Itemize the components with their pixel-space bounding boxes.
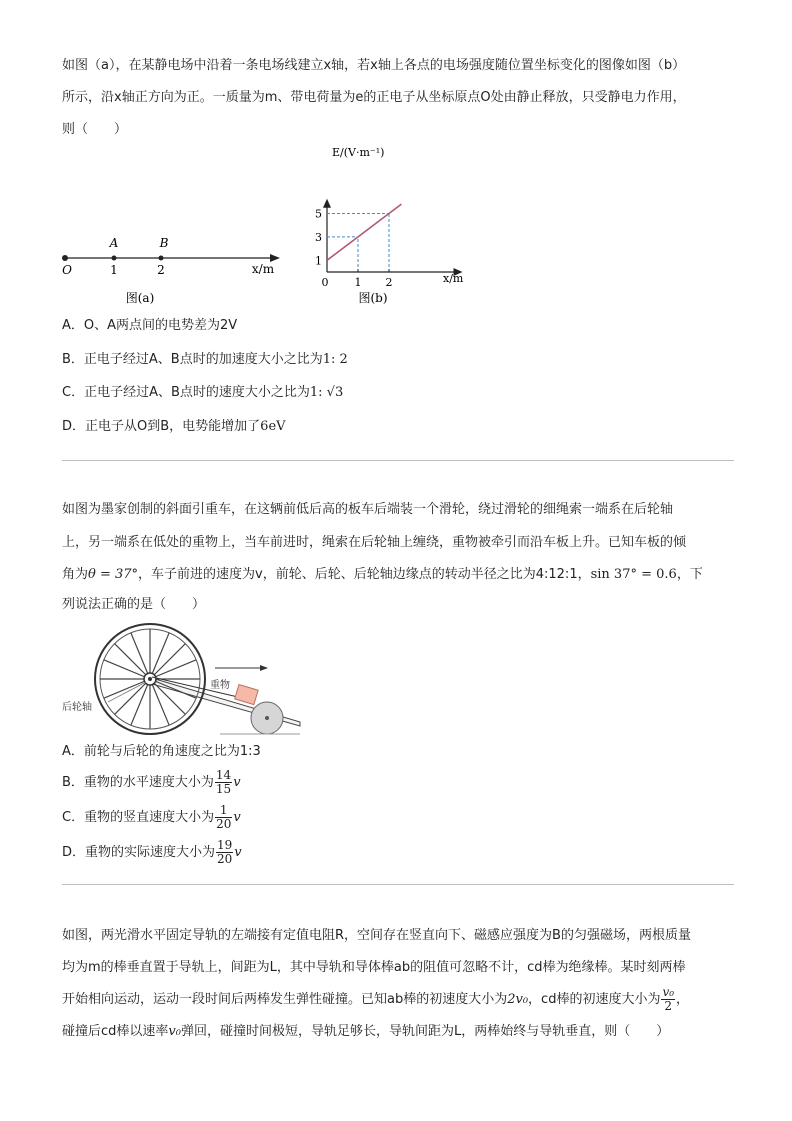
fig-a-origin-label: O: [62, 263, 72, 277]
divider-2: [62, 884, 734, 885]
q2-sin: sin 37° = 0.6: [590, 567, 677, 582]
divider-1: [62, 460, 734, 461]
fig-b-x-tick-2: 2: [385, 276, 393, 289]
q3-line-3-a: 开始相向运动，运动一段时间后两棒发生弹性碰撞。已知ab棒的初速度大小为: [62, 992, 508, 1007]
q3-line-4: [62, 1022, 734, 1042]
q3-v-cd-num: v₀: [662, 985, 675, 999]
label-axle: 后轮轴: [62, 702, 92, 713]
q2-option-d-num: 19: [217, 838, 233, 852]
q1-option-a[interactable]: A．O、A两点间的电势差为2V: [62, 318, 238, 333]
fig-a-tick-2: 2: [157, 263, 165, 277]
q1-line-2: 所示，沿x轴正方向为正。一质量为m、带电荷量为e的正电子从坐标原点O处由静止释放，只受静电力作用，: [62, 90, 686, 105]
q2-option-d-text: D．重物的实际速度大小为: [62, 845, 216, 860]
fig-b-series-line: [327, 204, 401, 260]
q1-option-d[interactable]: [62, 417, 286, 437]
q2-option-b-num: 14: [215, 768, 232, 782]
q2-option-c-den: 20: [216, 817, 232, 831]
q2-line-4: 列说法正确的是（ ）: [62, 597, 206, 612]
fig-b-y-arrow: [323, 199, 331, 208]
fig-b-caption: 图(b): [358, 291, 388, 305]
q2-theta: θ = 37°: [88, 567, 139, 582]
q1-option-c[interactable]: [62, 383, 343, 403]
q2-line-3: [62, 565, 734, 585]
fig-a-arrow: [270, 254, 280, 262]
q3-v-ab: 2v₀: [507, 992, 529, 1007]
q3-line-2: 均为m的棒垂直置于导轨上，间距为L，其中导轨和导体棒ab的阻值可忽略不计，cd棒为绝缘棒。某时刻两棒: [62, 960, 686, 975]
fig-a-caption: 图(a): [125, 291, 155, 305]
q2-option-d-den: 20: [217, 852, 233, 866]
fig-a-point-a-label: A: [109, 236, 119, 250]
q1-line-1: 如图（a），在某静电场中沿着一条电场线建立x轴，若x轴上各点的电场强度随位置坐标变化的图像如图（b）: [62, 58, 686, 73]
q1-option-c-text: C．正电子经过A、B点时的速度大小之比为: [62, 385, 310, 400]
back-wheel: [95, 624, 205, 734]
q3-line-4-a: 碰撞后cd棒以速率: [62, 1024, 169, 1039]
q3-line-3-c: ，: [676, 992, 690, 1007]
q2-option-a[interactable]: A．前轮与后轮的角速度之比为1:3: [62, 744, 261, 759]
label-weight: 重物: [210, 680, 230, 691]
q2-option-c-var: v: [233, 810, 241, 825]
q2-option-c-num: 1: [215, 804, 232, 818]
q2-option-b-var: v: [233, 775, 241, 790]
fig-b-x-axis-label: x/m: [443, 272, 464, 285]
figure-cart: [60, 622, 310, 740]
q2-option-d-var: v: [234, 845, 242, 860]
fig-a-origin-dot: [62, 255, 68, 261]
fig-a-axis-label: x/m: [251, 262, 275, 276]
fig-b-x-tick-0: 0: [321, 276, 329, 289]
fig-a-point-a-dot: [112, 256, 117, 261]
fig-b-y-tick-5: 5: [315, 207, 322, 221]
q3-v0: v₀: [168, 1024, 181, 1039]
q1-option-d-math: 6eV: [260, 419, 286, 434]
q2-option-c-text: C．重物的竖直速度大小为: [62, 810, 215, 825]
q1-option-d-text: D．正电子从O到B，电势能增加了: [62, 419, 261, 434]
q2-line-3-b: ，车子前进的速度为v，前轮、后轮、后轮轴边缘点的转动半径之比为4:12:1，: [138, 567, 591, 582]
q3-line-3-b: ，cd棒的初速度大小为: [528, 992, 661, 1007]
fig-b-y-tick-3: 3: [315, 230, 322, 244]
q1-option-c-math: 1: √3: [309, 385, 344, 400]
q3-line-4-b: 弹回，碰撞时间极短，导轨足够长，导轨间距为L，两棒始终与导轨垂直，则（ ）: [180, 1024, 670, 1039]
q1-option-b-math: 1: 2: [322, 352, 348, 367]
q1-option-b[interactable]: [62, 350, 348, 370]
fig-a-tick-1: 1: [110, 263, 118, 277]
q3-v-cd-den: 2: [664, 999, 673, 1013]
q2-option-b[interactable]: [62, 768, 241, 798]
q3-line-1: 如图，两光滑水平固定导轨的左端接有定值电阻R，空间存在竖直向下、磁感应强度为B的匀强磁场，两根质量: [62, 928, 691, 943]
q2-option-b-den: 15: [215, 782, 232, 796]
fig-a-point-b-label: B: [159, 236, 169, 250]
wheel-spoke: [115, 679, 150, 714]
q2-option-c[interactable]: [62, 803, 241, 833]
figure-a: [58, 230, 288, 310]
q1-option-b-text: B．正电子经过A、B点时的加速度大小之比为: [62, 352, 323, 367]
q2-line-3-c: ，下: [676, 567, 703, 582]
q2-option-d[interactable]: [62, 838, 242, 868]
q1-line-3: 则（ ）: [62, 122, 128, 137]
q2-line-3-a: 角为: [62, 567, 89, 582]
fig-b-y-axis-label: E/(V·m⁻¹): [332, 146, 385, 159]
q3-line-3: [62, 984, 734, 1016]
wheel-spoke: [150, 644, 185, 679]
weight-block: [235, 685, 258, 705]
q2-option-b-text: B．重物的水平速度大小为: [62, 775, 214, 790]
fig-b-y-tick-1: 1: [315, 254, 322, 268]
fig-b-x-tick-1: 1: [354, 276, 362, 289]
figure-b-chart: [310, 140, 470, 312]
wheel-spoke: [115, 644, 150, 679]
q2-line-1: 如图为墨家创制的斜面引重车，在这辆前低后高的板车后端装一个滑轮，绕过滑轮的细绳索一端系在后轮轴: [62, 502, 674, 517]
fig-a-point-b-dot: [159, 256, 164, 261]
q2-line-2: 上，另一端系在低处的重物上，当车前进时，绳索在后轮轴上缠绕，重物被牵引而沿车板上升。已知车板的倾: [62, 535, 687, 550]
